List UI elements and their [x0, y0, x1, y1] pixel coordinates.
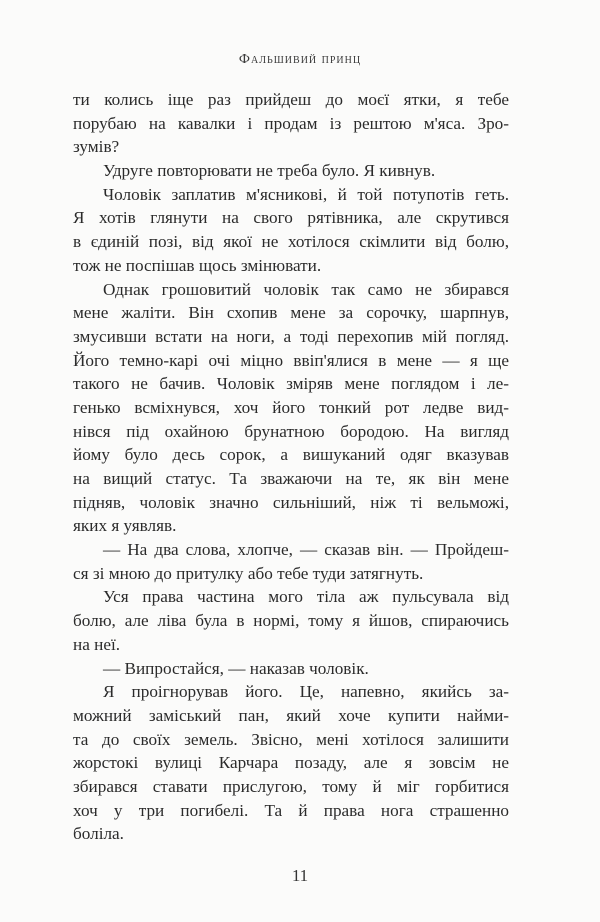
text-line: ти колись іще раз прийдеш до моєї ятки, я тебе: [73, 90, 509, 109]
text-line: — На два слова, хлопче, — сказав він. — Пройдеш-: [103, 540, 509, 560]
text-line: генько всміхнувся, хоч його тонкий рот ледве вид-: [73, 397, 509, 417]
text-line: жорстокі вулиці Карчара позаду, але я зовсім не: [73, 753, 509, 773]
paragraph: [73, 278, 509, 539]
text-line: збирався ставати прислугою, тому й міг горбитися: [73, 776, 509, 796]
text-line: Удруге повторювати не треба було. Я кивнув.: [103, 161, 436, 181]
text-line: на вищий статус. Та зважаючи на те, як він мене: [73, 469, 509, 488]
text-line: підняв, чоловік значно сильніший, ніж ті вельможі,: [73, 492, 509, 512]
paragraph: [73, 680, 509, 846]
text-line: йому було десь сорок, а вишуканий одяг вказував: [73, 445, 509, 465]
text-line: в єдиній позі, від якої не хотілося скімлити від болю,: [73, 232, 509, 252]
text-line: порубаю на кавалки і продам із рештою м'яса. Зро-: [73, 113, 509, 133]
text-line: можний заміський пан, який хоче купити найми-: [73, 705, 509, 725]
paragraph: [73, 585, 509, 656]
text-line: Уся права частина мого тіла аж пульсувала від: [103, 587, 509, 607]
text-line: тож не поспішав щось змінювати.: [73, 255, 322, 275]
body-text: [73, 88, 509, 846]
paragraph: [73, 183, 509, 278]
page-number: 11: [291, 866, 309, 885]
paragraph: [73, 159, 509, 183]
text-line: Чоловік заплатив м'ясникові, й той потупотів геть.: [103, 184, 509, 204]
text-line: на неї.: [73, 634, 121, 654]
text-line: болю, але ліва була в нормі, тому я йшов, спираючись: [73, 611, 509, 631]
text-line: — Випростайся, — наказав чоловік.: [103, 658, 369, 678]
text-line: боліла.: [73, 824, 124, 844]
paragraph: [73, 538, 509, 585]
text-line: нівся під охайною брунатною бородою. На вигляд: [73, 421, 509, 441]
paragraph: [73, 657, 509, 681]
text-line: Його темно-карі очі міцно ввіп'ялися в мене — я ще: [73, 350, 509, 370]
text-line: та до своїх земель. Звісно, мені хотілося залишити: [73, 729, 509, 749]
text-line: ся зі мною до притулку або тебе туди затягнуть.: [73, 563, 424, 583]
text-line: хоч у три погибелі. Та й права нога страшенно: [73, 800, 509, 820]
text-line: такого не бачив. Чоловік зміряв мене поглядом і ле-: [73, 374, 509, 394]
text-line: Я хотів глянути на свого рятівника, але скрутився: [73, 208, 509, 228]
text-line: Однак грошовитий чоловік так само не збирався: [103, 279, 509, 299]
paragraph: [73, 88, 509, 159]
text-line: Я проігнорував його. Це, напевно, якийсь за-: [103, 682, 509, 702]
running-head-title: Фальшивий принц: [238, 52, 362, 67]
text-line: яких я уявляв.: [73, 516, 177, 536]
text-line: зумів?: [73, 137, 120, 157]
text-line: змусивши встати на ноги, а тоді перехопив мій погляд.: [73, 326, 509, 346]
text-line: мене жаліти. Він схопив мене за сорочку, шарпнув,: [73, 303, 509, 323]
